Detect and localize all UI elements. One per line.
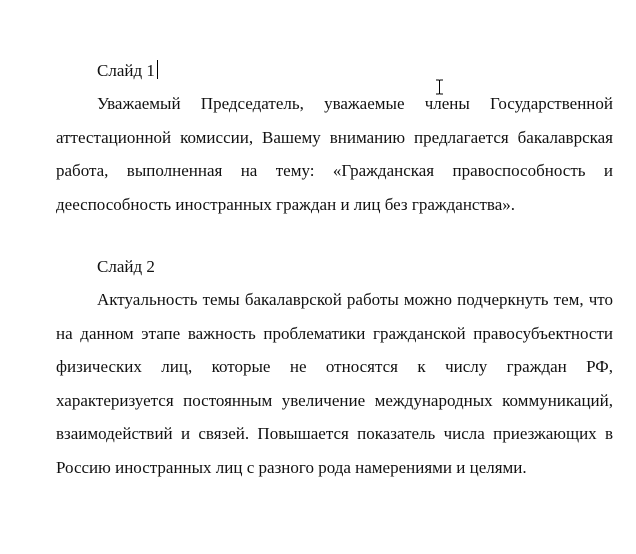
slide-2-heading[interactable]: Слайд 2 <box>97 257 155 276</box>
slide-1-heading-text: Слайд 1 <box>97 61 155 80</box>
text-caret <box>157 60 159 79</box>
slide-1-paragraph[interactable]: Уважаемый Председатель, уважаемые члены Государственной аттестационной комиссии, Вашему вниманию предлагается бакалаврская работа, выполненная на тему: «Гражданская правоспособность и дееспособность иностранных граждан и лиц без гражданства». <box>56 94 613 214</box>
slide-2-paragraph[interactable]: Актуальность темы бакалаврской работы можно подчеркнуть тем, что на данном этапе важность проблематики гражданской правосубъектности физических лиц, которые не относятся к числу граждан РФ, характеризуется постоянным увеличение международных коммуникаций, взаимодействий и связей. Повышается показатель числа приезжающих в Россию иностранных лиц с разного рода намерениями и целями. <box>56 290 613 477</box>
slide-1-heading[interactable] <box>56 55 613 87</box>
document-body[interactable] <box>56 55 613 484</box>
text-cursor-icon <box>435 79 444 95</box>
blank-line <box>56 221 613 251</box>
